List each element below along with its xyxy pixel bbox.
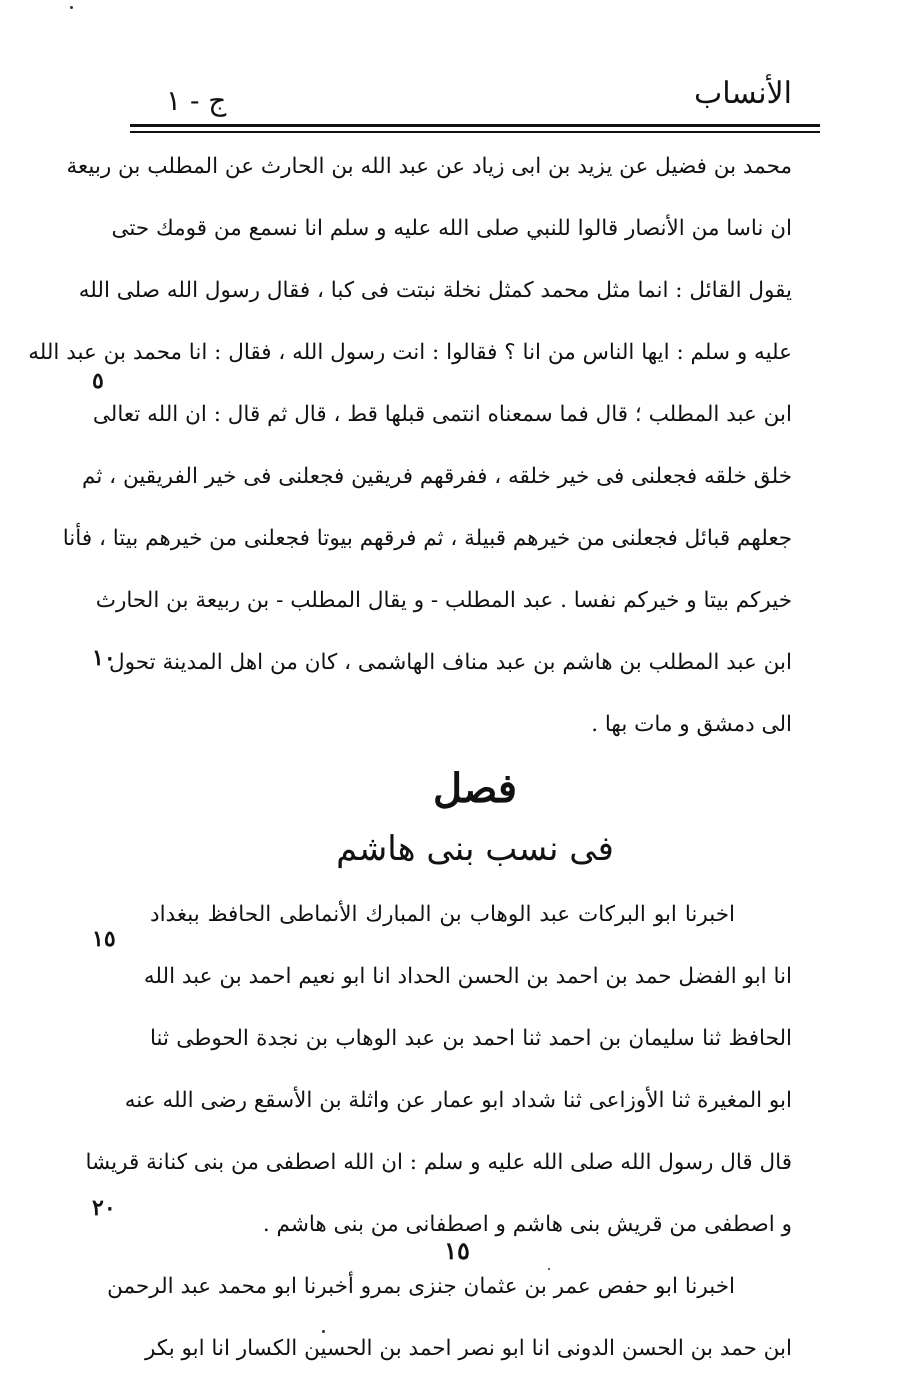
line-number-marker: ١٥ (92, 926, 116, 952)
header-rule-thick (130, 124, 820, 127)
line-number-marker: ٥ (92, 368, 104, 394)
text-line: جعلهم قبائل فجعلنى من خيرهم قبيلة ، ثم فرقهم بيوتا فجعلنى من خيرهم بيتا ، فأنا (62, 526, 792, 551)
text-line: ابن عبد المطلب ؛ قال فما سمعناه انتمى قبلها قط ، قال ثم قال : ان الله تعالى (92, 402, 792, 427)
text-line: ابن حمد بن الحسن الدونى انا ابو نصر احمد بن الحسين الكسار انا ابو بكر (144, 1336, 792, 1361)
page-number: ١٥ (444, 1236, 470, 1265)
section-title: فصل (432, 765, 518, 812)
line-number-marker: ١٠ (92, 645, 116, 671)
section-subtitle: فى نسب بنى هاشم (336, 829, 614, 869)
volume-number: ج - ١ (166, 84, 227, 117)
text-line: الى دمشق و مات بها . (591, 712, 792, 737)
text-line: و اصطفى من قريش بنى هاشم و اصطفانى من بنى هاشم . (262, 1212, 792, 1237)
running-header (130, 72, 820, 122)
text-line: ان ناسا من الأنصار قالوا للنبي صلى الله عليه و سلم انا نسمع من قومك حتى (111, 216, 792, 241)
text-line: خيركم بيتا و خيركم نفسا . عبد المطلب - و يقال المطلب - بن ربيعة بن الحارث (95, 588, 792, 613)
text-line: عليه و سلم : ايها الناس من انا ؟ فقالوا : انت رسول الله ، فقال : انا محمد بن عبد الله (28, 340, 792, 365)
text-line: يقول القائل : انما مثل محمد كمثل نخلة نبتت فى كبا ، فقال رسول الله صلى الله (78, 278, 792, 303)
text-line: الحافظ ثنا سليمان بن احمد ثنا احمد بن عبد الوهاب بن نجدة الحوطى ثنا (150, 1026, 792, 1051)
line-number-marker: ٢٠ (92, 1195, 116, 1221)
text-line: انا ابو الفضل حمد بن احمد بن الحسن الحداد انا ابو نعيم احمد بن عبد الله (143, 964, 792, 989)
text-line: خلق خلقه فجعلنى فى خير خلقه ، ففرقهم فريقين فجعلنى فى خير الفريقين ، ثم (82, 464, 792, 489)
text-line: اخبرنا ابو حفص عمر بن عثمان جنزى بمرو أخبرنا ابو محمد عبد الرحمن (107, 1274, 735, 1299)
text-line: ابو المغيرة ثنا الأوزاعى ثنا شداد ابو عمار عن واثلة بن الأسقع رضى الله عنه (124, 1088, 792, 1113)
text-line: ابن عبد المطلب بن هاشم بن عبد مناف الهاشمى ، كان من اهل المدينة تحول (109, 650, 792, 675)
text-line: محمد بن فضيل عن يزيد بن ابی زیاد عن عبد الله بن الحارث عن المطلب بن ربيعة (66, 154, 792, 179)
paper-speck (70, 6, 73, 9)
paper-speck (322, 1330, 325, 1333)
text-line: اخبرنا ابو البركات عبد الوهاب بن المبارك الأنماطى الحافظ ببغداد (150, 902, 735, 927)
header-rule-thin (130, 131, 820, 133)
text-line: قال قال رسول الله صلى الله عليه و سلم : ان الله اصطفى من بنى كنانة قريشا (85, 1150, 792, 1175)
paper-speck (548, 1268, 550, 1270)
running-title: الأنساب (694, 76, 792, 111)
